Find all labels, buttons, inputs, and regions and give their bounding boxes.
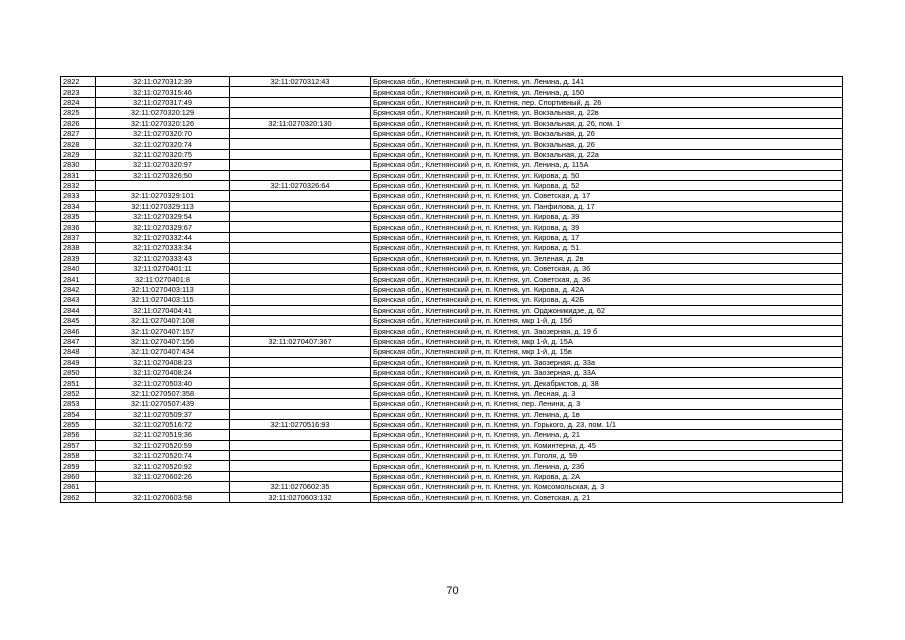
row-number-cell: 2862 (61, 492, 96, 502)
related-cadastral-number-cell (230, 440, 371, 450)
address-cell: Брянская обл., Клетнянский р-н, п. Клетня, ул. Ленина, д. 141 (371, 77, 843, 87)
related-cadastral-number-cell: 32:11:0270312:43 (230, 77, 371, 87)
table-row (61, 347, 843, 357)
related-cadastral-number-cell (230, 367, 371, 377)
row-number-cell: 2842 (61, 284, 96, 294)
cadastral-number-cell: 32:11:0270333:43 (96, 253, 230, 263)
address-cell: Брянская обл., Клетнянский р-н, п. Клетня, ул. Заозерная, д. 19 б (371, 326, 843, 336)
related-cadastral-number-cell: 32:11:0270407:367 (230, 336, 371, 346)
cadastral-number-cell: 32:11:0270329:67 (96, 222, 230, 232)
address-cell: Брянская обл., Клетнянский р-н, п. Клетня, ул. Ленина, д. 115А (371, 160, 843, 170)
cadastral-number-cell: 32:11:0270602:26 (96, 471, 230, 481)
row-number-cell: 2852 (61, 388, 96, 398)
row-number-cell: 2849 (61, 357, 96, 367)
table-row (61, 295, 843, 305)
related-cadastral-number-cell (230, 305, 371, 315)
address-cell: Брянская обл., Клетнянский р-н, п. Клетня, ул. Вокзальная, д. 26, пом. 1 (371, 118, 843, 128)
cadastral-number-cell: 32:11:0270317:49 (96, 97, 230, 107)
address-cell: Брянская обл., Клетнянский р-н, п. Клетня, ул. Кирова, д. 42А (371, 284, 843, 294)
address-cell: Брянская обл., Клетнянский р-н, п. Клетня, пер. Спортивный, д. 26 (371, 97, 843, 107)
row-number-cell: 2844 (61, 305, 96, 315)
row-number-cell: 2854 (61, 409, 96, 419)
address-cell: Брянская обл., Клетнянский р-н, п. Клетня, ул. Лесная, д. 3 (371, 388, 843, 398)
row-number-cell: 2833 (61, 191, 96, 201)
table-row (61, 430, 843, 440)
cadastral-number-cell: 32:11:0270329:113 (96, 201, 230, 211)
related-cadastral-number-cell (230, 451, 371, 461)
related-cadastral-number-cell (230, 87, 371, 97)
row-number-cell: 2838 (61, 243, 96, 253)
row-number-cell: 2823 (61, 87, 96, 97)
cadastral-number-cell: 32:11:0270520:92 (96, 461, 230, 471)
row-number-cell: 2831 (61, 170, 96, 180)
cadastral-number-cell: 32:11:0270408:24 (96, 367, 230, 377)
related-cadastral-number-cell: 32:11:0270326:64 (230, 180, 371, 190)
address-cell: Брянская обл., Клетнянский р-н, п. Клетня, мкр 1-й, д. 15А (371, 336, 843, 346)
table-row (61, 87, 843, 97)
address-cell: Брянская обл., Клетнянский р-н, п. Клетня, пер. Ленина, д. 3 (371, 399, 843, 409)
table-row (61, 409, 843, 419)
cadastral-number-cell: 32:11:0270333:34 (96, 243, 230, 253)
table-row (61, 97, 843, 107)
table-row (61, 326, 843, 336)
row-number-cell: 2825 (61, 108, 96, 118)
address-cell: Брянская обл., Клетнянский р-н, п. Клетня, ул. Ленина, д. 1в (371, 409, 843, 419)
cadastral-number-cell: 32:11:0270516:72 (96, 419, 230, 429)
table-row (61, 419, 843, 429)
related-cadastral-number-cell (230, 212, 371, 222)
table-row (61, 128, 843, 138)
cadastral-number-cell: 32:11:0270403:113 (96, 284, 230, 294)
row-number-cell: 2836 (61, 222, 96, 232)
address-cell: Брянская обл., Клетнянский р-н, п. Клетня, мкр 1-й, д. 15в (371, 347, 843, 357)
related-cadastral-number-cell (230, 97, 371, 107)
table-row (61, 253, 843, 263)
address-cell: Брянская обл., Клетнянский р-н, п. Клетня, ул. Заозерная, д. 33А (371, 367, 843, 377)
table-row (61, 108, 843, 118)
table-row (61, 201, 843, 211)
cadastral-number-cell: 32:11:0270320:70 (96, 128, 230, 138)
address-cell: Брянская обл., Клетнянский р-н, п. Клетня, ул. Орджоникидзе, д. 62 (371, 305, 843, 315)
cadastral-number-cell: 32:11:0270407:156 (96, 336, 230, 346)
cadastral-number-cell: 32:11:0270320:129 (96, 108, 230, 118)
row-number-cell: 2843 (61, 295, 96, 305)
table-row (61, 367, 843, 377)
address-cell: Брянская обл., Клетнянский р-н, п. Клетня, ул. Вокзальная, д. 26 (371, 128, 843, 138)
cadastral-number-cell: 32:11:0270603:58 (96, 492, 230, 502)
cadastral-number-cell: 32:11:0270312:39 (96, 77, 230, 87)
cadastral-number-cell: 32:11:0270332:44 (96, 232, 230, 242)
table-row (61, 482, 843, 492)
table-row (61, 336, 843, 346)
table-row (61, 212, 843, 222)
row-number-cell: 2855 (61, 419, 96, 429)
address-cell: Брянская обл., Клетнянский р-н, п. Клетня, ул. Кирова, д. 50 (371, 170, 843, 180)
table-row (61, 378, 843, 388)
table-row (61, 461, 843, 471)
page-number: 70 (446, 585, 459, 597)
address-cell: Брянская обл., Клетнянский р-н, п. Клетня, ул. Вокзальная, д. 22в (371, 108, 843, 118)
address-cell: Брянская обл., Клетнянский р-н, п. Клетня, мкр 1-й, д. 15б (371, 315, 843, 325)
address-cell: Брянская обл., Клетнянский р-н, п. Клетня, ул. Декабристов, д. 38 (371, 378, 843, 388)
address-cell: Брянская обл., Клетнянский р-н, п. Клетня, ул. Вокзальная, д. 22а (371, 149, 843, 159)
cadastral-number-cell: 32:11:0270407:434 (96, 347, 230, 357)
related-cadastral-number-cell (230, 253, 371, 263)
table-row (61, 243, 843, 253)
row-number-cell: 2827 (61, 128, 96, 138)
table-row (61, 232, 843, 242)
address-cell: Брянская обл., Клетнянский р-н, п. Клетня, ул. Гоголя, д. 59 (371, 451, 843, 461)
row-number-cell: 2837 (61, 232, 96, 242)
row-number-cell: 2848 (61, 347, 96, 357)
cadastral-number-cell: 32:11:0270407:108 (96, 315, 230, 325)
cadastral-number-cell: 32:11:0270507:358 (96, 388, 230, 398)
table-row (61, 284, 843, 294)
address-cell: Брянская обл., Клетнянский р-н, п. Клетня, ул. Кирова, д. 39 (371, 222, 843, 232)
table-row (61, 222, 843, 232)
address-cell: Брянская обл., Клетнянский р-н, п. Клетня, ул. Советская, д. 36 (371, 264, 843, 274)
related-cadastral-number-cell: 32:11:0270320:130 (230, 118, 371, 128)
cadastral-number-cell: 32:11:0270503:40 (96, 378, 230, 388)
related-cadastral-number-cell (230, 409, 371, 419)
row-number-cell: 2845 (61, 315, 96, 325)
address-cell: Брянская обл., Клетнянский р-н, п. Клетня, ул. Кирова, д. 42Б (371, 295, 843, 305)
cadastral-number-cell: 32:11:0270520:74 (96, 451, 230, 461)
row-number-cell: 2829 (61, 149, 96, 159)
table-row (61, 315, 843, 325)
related-cadastral-number-cell (230, 149, 371, 159)
related-cadastral-number-cell: 32:11:0270516:93 (230, 419, 371, 429)
cadastral-number-cell: 32:11:0270315:46 (96, 87, 230, 97)
table-row (61, 451, 843, 461)
address-cell: Брянская обл., Клетнянский р-н, п. Клетня, ул. Кирова, д. 39 (371, 212, 843, 222)
registry-table (60, 76, 843, 503)
row-number-cell: 2847 (61, 336, 96, 346)
related-cadastral-number-cell (230, 399, 371, 409)
table-row (61, 305, 843, 315)
related-cadastral-number-cell (230, 170, 371, 180)
related-cadastral-number-cell (230, 315, 371, 325)
row-number-cell: 2851 (61, 378, 96, 388)
table-row (61, 274, 843, 284)
address-cell: Брянская обл., Клетнянский р-н, п. Клетня, ул. Кирова, д. 51 (371, 243, 843, 253)
row-number-cell: 2826 (61, 118, 96, 128)
related-cadastral-number-cell (230, 347, 371, 357)
related-cadastral-number-cell (230, 264, 371, 274)
table-row (61, 139, 843, 149)
related-cadastral-number-cell (230, 108, 371, 118)
row-number-cell: 2830 (61, 160, 96, 170)
related-cadastral-number-cell (230, 357, 371, 367)
cadastral-number-cell (96, 482, 230, 492)
row-number-cell: 2850 (61, 367, 96, 377)
related-cadastral-number-cell: 32:11:0270602:35 (230, 482, 371, 492)
address-cell: Брянская обл., Клетнянский р-н, п. Клетня, ул. Кирова, д. 2А (371, 471, 843, 481)
related-cadastral-number-cell (230, 128, 371, 138)
cadastral-number-cell: 32:11:0270404:41 (96, 305, 230, 315)
address-cell: Брянская обл., Клетнянский р-н, п. Клетня, ул. Ленина, д. 150 (371, 87, 843, 97)
related-cadastral-number-cell (230, 388, 371, 398)
cadastral-number-cell: 32:11:0270329:54 (96, 212, 230, 222)
address-cell: Брянская обл., Клетнянский р-н, п. Клетня, ул. Панфилова, д. 17 (371, 201, 843, 211)
address-cell: Брянская обл., Клетнянский р-н, п. Клетня, ул. Вокзальная, д. 26 (371, 139, 843, 149)
cadastral-number-cell: 32:11:0270320:75 (96, 149, 230, 159)
address-cell: Брянская обл., Клетнянский р-н, п. Клетня, ул. Советская, д. 21 (371, 492, 843, 502)
related-cadastral-number-cell (230, 232, 371, 242)
row-number-cell: 2841 (61, 274, 96, 284)
address-cell: Брянская обл., Клетнянский р-н, п. Клетня, ул. Зеленая, д. 2в (371, 253, 843, 263)
registry-table-body (61, 77, 843, 503)
address-cell: Брянская обл., Клетнянский р-н, п. Клетня, ул. Горького, д. 23, пом. 1/1 (371, 419, 843, 429)
row-number-cell: 2860 (61, 471, 96, 481)
row-number-cell: 2846 (61, 326, 96, 336)
cadastral-number-cell: 32:11:0270320:74 (96, 139, 230, 149)
related-cadastral-number-cell (230, 201, 371, 211)
row-number-cell: 2834 (61, 201, 96, 211)
table-row (61, 357, 843, 367)
row-number-cell: 2858 (61, 451, 96, 461)
row-number-cell: 2853 (61, 399, 96, 409)
cadastral-number-cell: 32:11:0270520:59 (96, 440, 230, 450)
cadastral-number-cell: 32:11:0270507:439 (96, 399, 230, 409)
address-cell: Брянская обл., Клетнянский р-н, п. Клетня, ул. Ленина, д. 23б (371, 461, 843, 471)
cadastral-number-cell: 32:11:0270320:97 (96, 160, 230, 170)
related-cadastral-number-cell (230, 191, 371, 201)
related-cadastral-number-cell (230, 274, 371, 284)
related-cadastral-number-cell (230, 471, 371, 481)
row-number-cell: 2856 (61, 430, 96, 440)
table-row (61, 118, 843, 128)
address-cell: Брянская обл., Клетнянский р-н, п. Клетня, ул. Комсомольская, д. 3 (371, 482, 843, 492)
related-cadastral-number-cell (230, 326, 371, 336)
cadastral-number-cell: 32:11:0270509:37 (96, 409, 230, 419)
cadastral-number-cell: 32:11:0270401:8 (96, 274, 230, 284)
related-cadastral-number-cell (230, 378, 371, 388)
related-cadastral-number-cell (230, 243, 371, 253)
row-number-cell: 2832 (61, 180, 96, 190)
address-cell: Брянская обл., Клетнянский р-н, п. Клетня, ул. Советская, д. 36 (371, 274, 843, 284)
cadastral-number-cell: 32:11:0270408:23 (96, 357, 230, 367)
related-cadastral-number-cell (230, 222, 371, 232)
related-cadastral-number-cell (230, 430, 371, 440)
address-cell: Брянская обл., Клетнянский р-н, п. Клетня, ул. Коминтерна, д. 45 (371, 440, 843, 450)
row-number-cell: 2840 (61, 264, 96, 274)
related-cadastral-number-cell (230, 284, 371, 294)
address-cell: Брянская обл., Клетнянский р-н, п. Клетня, ул. Ленина, д. 21 (371, 430, 843, 440)
address-cell: Брянская обл., Клетнянский р-н, п. Клетня, ул. Кирова, д. 17 (371, 232, 843, 242)
table-row (61, 170, 843, 180)
table-row (61, 388, 843, 398)
related-cadastral-number-cell (230, 461, 371, 471)
row-number-cell: 2835 (61, 212, 96, 222)
address-cell: Брянская обл., Клетнянский р-н, п. Клетня, ул. Советская, д. 17 (371, 191, 843, 201)
table-row (61, 180, 843, 190)
table-row (61, 149, 843, 159)
address-cell: Брянская обл., Клетнянский р-н, п. Клетня, ул. Заозерная, д. 33а (371, 357, 843, 367)
table-row (61, 440, 843, 450)
row-number-cell: 2839 (61, 253, 96, 263)
row-number-cell: 2861 (61, 482, 96, 492)
cadastral-number-cell (96, 180, 230, 190)
related-cadastral-number-cell (230, 139, 371, 149)
cadastral-number-cell: 32:11:0270519:36 (96, 430, 230, 440)
table-row (61, 471, 843, 481)
row-number-cell: 2822 (61, 77, 96, 87)
cadastral-number-cell: 32:11:0270329:101 (96, 191, 230, 201)
row-number-cell: 2824 (61, 97, 96, 107)
table-row (61, 191, 843, 201)
cadastral-number-cell: 32:11:0270407:157 (96, 326, 230, 336)
related-cadastral-number-cell: 32:11:0270603:132 (230, 492, 371, 502)
table-row (61, 264, 843, 274)
address-cell: Брянская обл., Клетнянский р-н, п. Клетня, ул. Кирова, д. 52 (371, 180, 843, 190)
cadastral-number-cell: 32:11:0270326:50 (96, 170, 230, 180)
related-cadastral-number-cell (230, 295, 371, 305)
cadastral-number-cell: 32:11:0270320:126 (96, 118, 230, 128)
table-row (61, 77, 843, 87)
table-row (61, 399, 843, 409)
row-number-cell: 2828 (61, 139, 96, 149)
row-number-cell: 2859 (61, 461, 96, 471)
table-row (61, 492, 843, 502)
cadastral-number-cell: 32:11:0270403:115 (96, 295, 230, 305)
table-row (61, 160, 843, 170)
related-cadastral-number-cell (230, 160, 371, 170)
row-number-cell: 2857 (61, 440, 96, 450)
cadastral-number-cell: 32:11:0270401:11 (96, 264, 230, 274)
